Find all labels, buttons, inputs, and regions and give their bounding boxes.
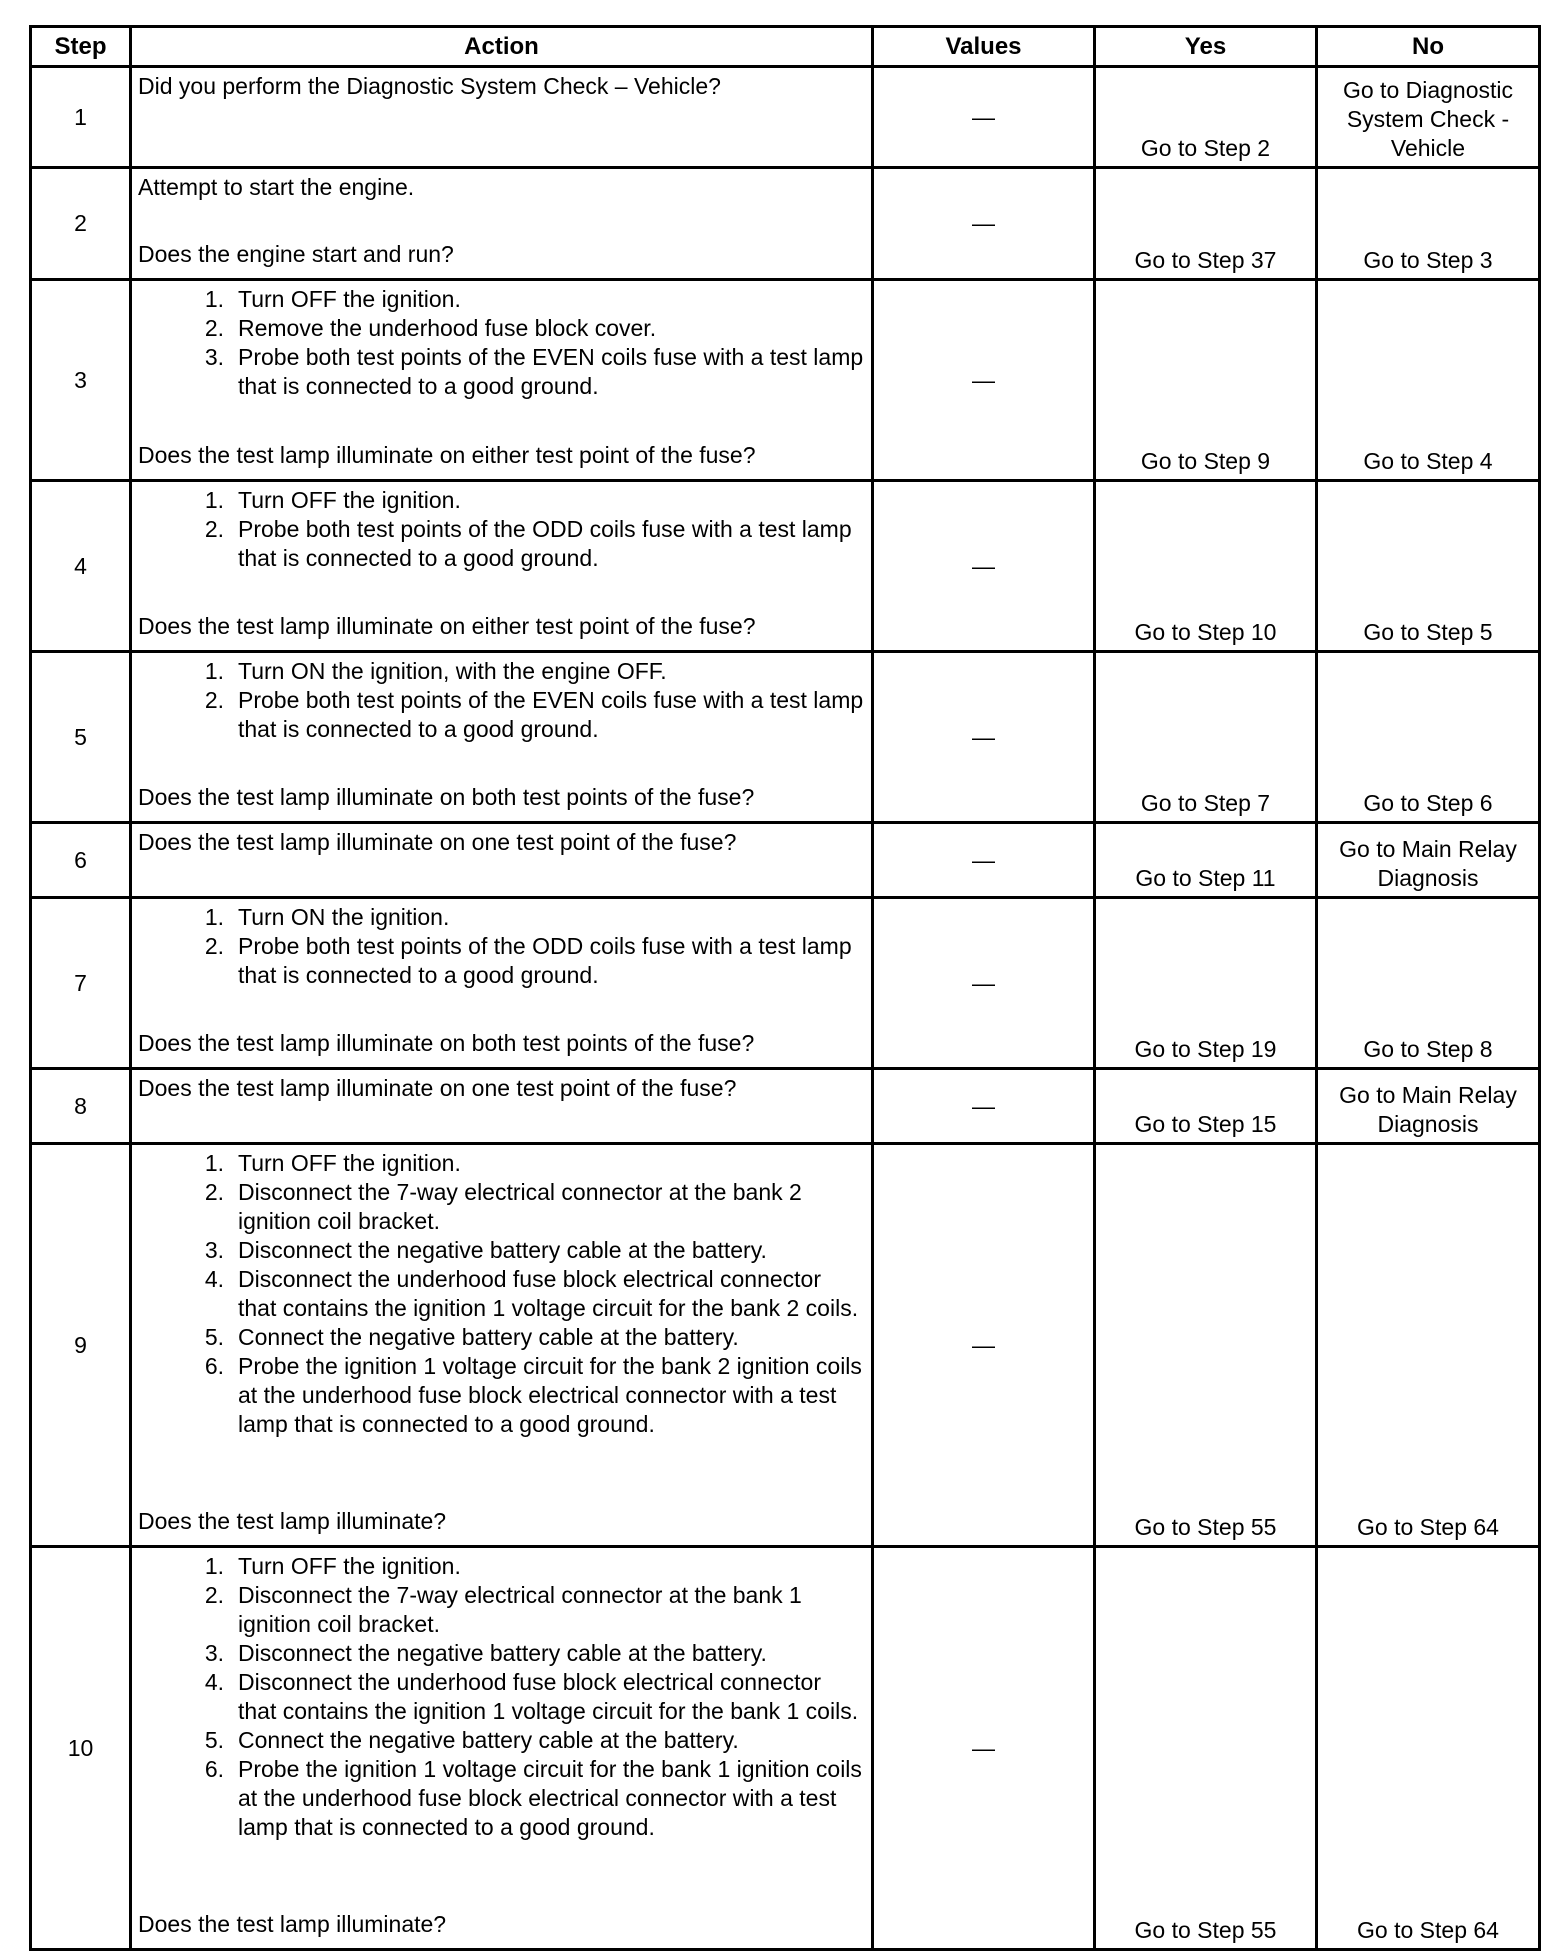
instruction-text: Remove the underhood fuse block cover. — [238, 315, 657, 341]
table-row — [31, 823, 1540, 898]
instruction-item — [138, 1755, 865, 1842]
instruction-number: 3. — [204, 344, 224, 370]
action-content — [132, 68, 871, 160]
instruction-item — [138, 285, 865, 314]
instruction-item — [138, 1149, 865, 1178]
no-result: Go to Step 64 — [1317, 1144, 1540, 1547]
step-number: 7 — [31, 898, 131, 1069]
action-content — [132, 169, 871, 272]
action-cell — [131, 1144, 873, 1547]
action-cell — [131, 481, 873, 652]
action-content — [132, 1070, 871, 1136]
instruction-number: 5. — [204, 1324, 224, 1350]
step-number: 8 — [31, 1069, 131, 1144]
action-cell — [131, 823, 873, 898]
instruction-number: 2. — [204, 933, 224, 959]
action-cell — [131, 1069, 873, 1144]
instruction-item — [138, 515, 865, 573]
instruction-text: Probe the ignition 1 voltage circuit for the bank 1 ignition coils at the underhood fuse block electrical connector with a test lamp that is connected to a good ground. — [238, 1756, 862, 1840]
instruction-text: Probe the ignition 1 voltage circuit for the bank 2 ignition coils at the underhood fuse block electrical connector with a test lamp that is connected to a good ground. — [238, 1353, 862, 1437]
instruction-number: 3. — [204, 1640, 224, 1666]
instruction-list — [138, 1149, 865, 1439]
values-cell: — — [873, 1069, 1095, 1144]
instruction-item — [138, 1323, 865, 1352]
table-row — [31, 67, 1540, 168]
yes-result: Go to Step 11 — [1095, 823, 1317, 898]
action-intro: Attempt to start the engine. — [138, 174, 415, 200]
instruction-item — [138, 1726, 865, 1755]
action-top — [138, 1074, 865, 1103]
instruction-text: Disconnect the underhood fuse block electrical connector that contains the ignition 1 voltage circuit for the bank 2 coils. — [238, 1266, 859, 1321]
instruction-number: 3. — [204, 1237, 224, 1263]
action-intro: Does the test lamp illuminate on one test point of the fuse? — [138, 829, 737, 855]
instruction-number: 1. — [204, 1150, 224, 1176]
instruction-number: 4. — [204, 1266, 224, 1292]
action-question: Does the test lamp illuminate on both test points of the fuse? — [138, 784, 755, 810]
action-cell — [131, 898, 873, 1069]
no-result: Go to Main Relay Diagnosis — [1317, 823, 1540, 898]
header-step: Step — [31, 27, 131, 67]
no-result: Go to Step 6 — [1317, 652, 1540, 823]
instruction-number: 2. — [204, 1582, 224, 1608]
instruction-item — [138, 486, 865, 515]
instruction-item — [138, 1352, 865, 1439]
instruction-text: Connect the negative battery cable at the battery. — [238, 1727, 739, 1753]
no-result: Go to Step 8 — [1317, 898, 1540, 1069]
action-content — [132, 1548, 871, 1942]
values-cell: — — [873, 1547, 1095, 1950]
instruction-text: Disconnect the negative battery cable at the battery. — [238, 1640, 767, 1666]
instruction-text: Turn ON the ignition, with the engine OFF. — [238, 658, 667, 684]
instruction-number: 2. — [204, 315, 224, 341]
action-cell — [131, 280, 873, 481]
instruction-number: 1. — [204, 286, 224, 312]
step-number: 2 — [31, 168, 131, 280]
instruction-item — [138, 1552, 865, 1581]
instruction-list — [138, 285, 865, 401]
table-row — [31, 1547, 1540, 1950]
action-intro: Does the test lamp illuminate on one test point of the fuse? — [138, 1075, 737, 1101]
instruction-number: 1. — [204, 904, 224, 930]
action-top — [138, 173, 865, 202]
yes-result: Go to Step 10 — [1095, 481, 1317, 652]
instruction-number: 1. — [204, 658, 224, 684]
instruction-list — [138, 903, 865, 990]
table-row — [31, 1069, 1540, 1144]
yes-result: Go to Step 9 — [1095, 280, 1317, 481]
table-row — [31, 1144, 1540, 1547]
instruction-text: Probe both test points of the EVEN coils fuse with a test lamp that is connected to a good ground. — [238, 687, 864, 742]
step-number: 10 — [31, 1547, 131, 1950]
action-cell — [131, 168, 873, 280]
action-intro: Did you perform the Diagnostic System Check – Vehicle? — [138, 73, 721, 99]
action-content — [132, 482, 871, 644]
header-action: Action — [131, 27, 873, 67]
instruction-item — [138, 657, 865, 686]
action-content — [132, 653, 871, 815]
no-result: Go to Step 3 — [1317, 168, 1540, 280]
step-number: 5 — [31, 652, 131, 823]
values-cell: — — [873, 67, 1095, 168]
instruction-number: 2. — [204, 516, 224, 542]
instruction-item — [138, 1265, 865, 1323]
action-question: Does the test lamp illuminate? — [138, 1911, 447, 1937]
step-number: 1 — [31, 67, 131, 168]
action-top — [138, 486, 865, 573]
instruction-number: 6. — [204, 1353, 224, 1379]
instruction-list — [138, 486, 865, 573]
instruction-number: 2. — [204, 687, 224, 713]
header-no: No — [1317, 27, 1540, 67]
instruction-text: Disconnect the 7-way electrical connector at the bank 2 ignition coil bracket. — [238, 1179, 802, 1234]
instruction-text: Turn OFF the ignition. — [238, 487, 461, 513]
header-row — [31, 27, 1540, 67]
instruction-item — [138, 903, 865, 932]
yes-result: Go to Step 15 — [1095, 1069, 1317, 1144]
action-top — [138, 285, 865, 401]
instruction-item — [138, 1236, 865, 1265]
instruction-item — [138, 343, 865, 401]
table-row — [31, 280, 1540, 481]
instruction-item — [138, 932, 865, 990]
no-result: Go to Step 4 — [1317, 280, 1540, 481]
action-top — [138, 1552, 865, 1842]
instruction-number: 1. — [204, 487, 224, 513]
yes-result: Go to Step 2 — [1095, 67, 1317, 168]
table-row — [31, 481, 1540, 652]
no-result: Go to Step 5 — [1317, 481, 1540, 652]
table-row — [31, 898, 1540, 1069]
instruction-text: Probe both test points of the EVEN coils fuse with a test lamp that is connected to a good ground. — [238, 344, 864, 399]
action-content — [132, 281, 871, 473]
yes-result: Go to Step 55 — [1095, 1547, 1317, 1950]
action-top — [138, 1149, 865, 1439]
action-top — [138, 72, 865, 101]
action-top — [138, 903, 865, 990]
instruction-text: Disconnect the 7-way electrical connector at the bank 1 ignition coil bracket. — [238, 1582, 802, 1637]
step-number: 3 — [31, 280, 131, 481]
instruction-number: 2. — [204, 1179, 224, 1205]
instruction-item — [138, 1668, 865, 1726]
instruction-text: Disconnect the underhood fuse block electrical connector that contains the ignition 1 voltage circuit for the bank 1 coils. — [238, 1669, 859, 1724]
values-cell: — — [873, 280, 1095, 481]
values-cell: — — [873, 168, 1095, 280]
action-question: Does the engine start and run? — [138, 241, 454, 267]
instruction-item — [138, 1581, 865, 1639]
instruction-text: Probe both test points of the ODD coils fuse with a test lamp that is connected to a good ground. — [238, 516, 852, 571]
action-cell — [131, 67, 873, 168]
instruction-text: Turn OFF the ignition. — [238, 1150, 461, 1176]
values-cell: — — [873, 481, 1095, 652]
action-question: Does the test lamp illuminate on either test point of the fuse? — [138, 613, 756, 639]
instruction-item — [138, 1178, 865, 1236]
instruction-number: 6. — [204, 1756, 224, 1782]
action-question: Does the test lamp illuminate on either test point of the fuse? — [138, 442, 756, 468]
action-question: Does the test lamp illuminate on both test points of the fuse? — [138, 1030, 755, 1056]
instruction-item — [138, 686, 865, 744]
values-cell: — — [873, 823, 1095, 898]
step-number: 4 — [31, 481, 131, 652]
action-cell — [131, 1547, 873, 1950]
instruction-list — [138, 657, 865, 744]
values-cell: — — [873, 1144, 1095, 1547]
yes-result: Go to Step 37 — [1095, 168, 1317, 280]
no-result: Go to Main Relay Diagnosis — [1317, 1069, 1540, 1144]
values-cell: — — [873, 898, 1095, 1069]
instruction-text: Connect the negative battery cable at the battery. — [238, 1324, 739, 1350]
action-content — [132, 824, 871, 890]
yes-result: Go to Step 55 — [1095, 1144, 1317, 1547]
values-cell: — — [873, 652, 1095, 823]
instruction-text: Turn OFF the ignition. — [238, 286, 461, 312]
diagnostic-table — [29, 25, 1541, 1951]
header-values: Values — [873, 27, 1095, 67]
yes-result: Go to Step 7 — [1095, 652, 1317, 823]
action-question: Does the test lamp illuminate? — [138, 1508, 447, 1534]
action-content — [132, 899, 871, 1061]
instruction-list — [138, 1552, 865, 1842]
instruction-text: Turn ON the ignition. — [238, 904, 450, 930]
instruction-number: 1. — [204, 1553, 224, 1579]
step-number: 6 — [31, 823, 131, 898]
no-result: Go to Diagnostic System Check - Vehicle — [1317, 67, 1540, 168]
yes-result: Go to Step 19 — [1095, 898, 1317, 1069]
action-content — [132, 1145, 871, 1539]
table-row — [31, 652, 1540, 823]
instruction-number: 4. — [204, 1669, 224, 1695]
no-result: Go to Step 64 — [1317, 1547, 1540, 1950]
instruction-text: Probe both test points of the ODD coils fuse with a test lamp that is connected to a good ground. — [238, 933, 852, 988]
instruction-text: Turn OFF the ignition. — [238, 1553, 461, 1579]
instruction-text: Disconnect the negative battery cable at the battery. — [238, 1237, 767, 1263]
action-cell — [131, 652, 873, 823]
action-top — [138, 657, 865, 744]
table-row — [31, 168, 1540, 280]
header-yes: Yes — [1095, 27, 1317, 67]
instruction-item — [138, 314, 865, 343]
instruction-number: 5. — [204, 1727, 224, 1753]
action-top — [138, 828, 865, 857]
instruction-item — [138, 1639, 865, 1668]
step-number: 9 — [31, 1144, 131, 1547]
